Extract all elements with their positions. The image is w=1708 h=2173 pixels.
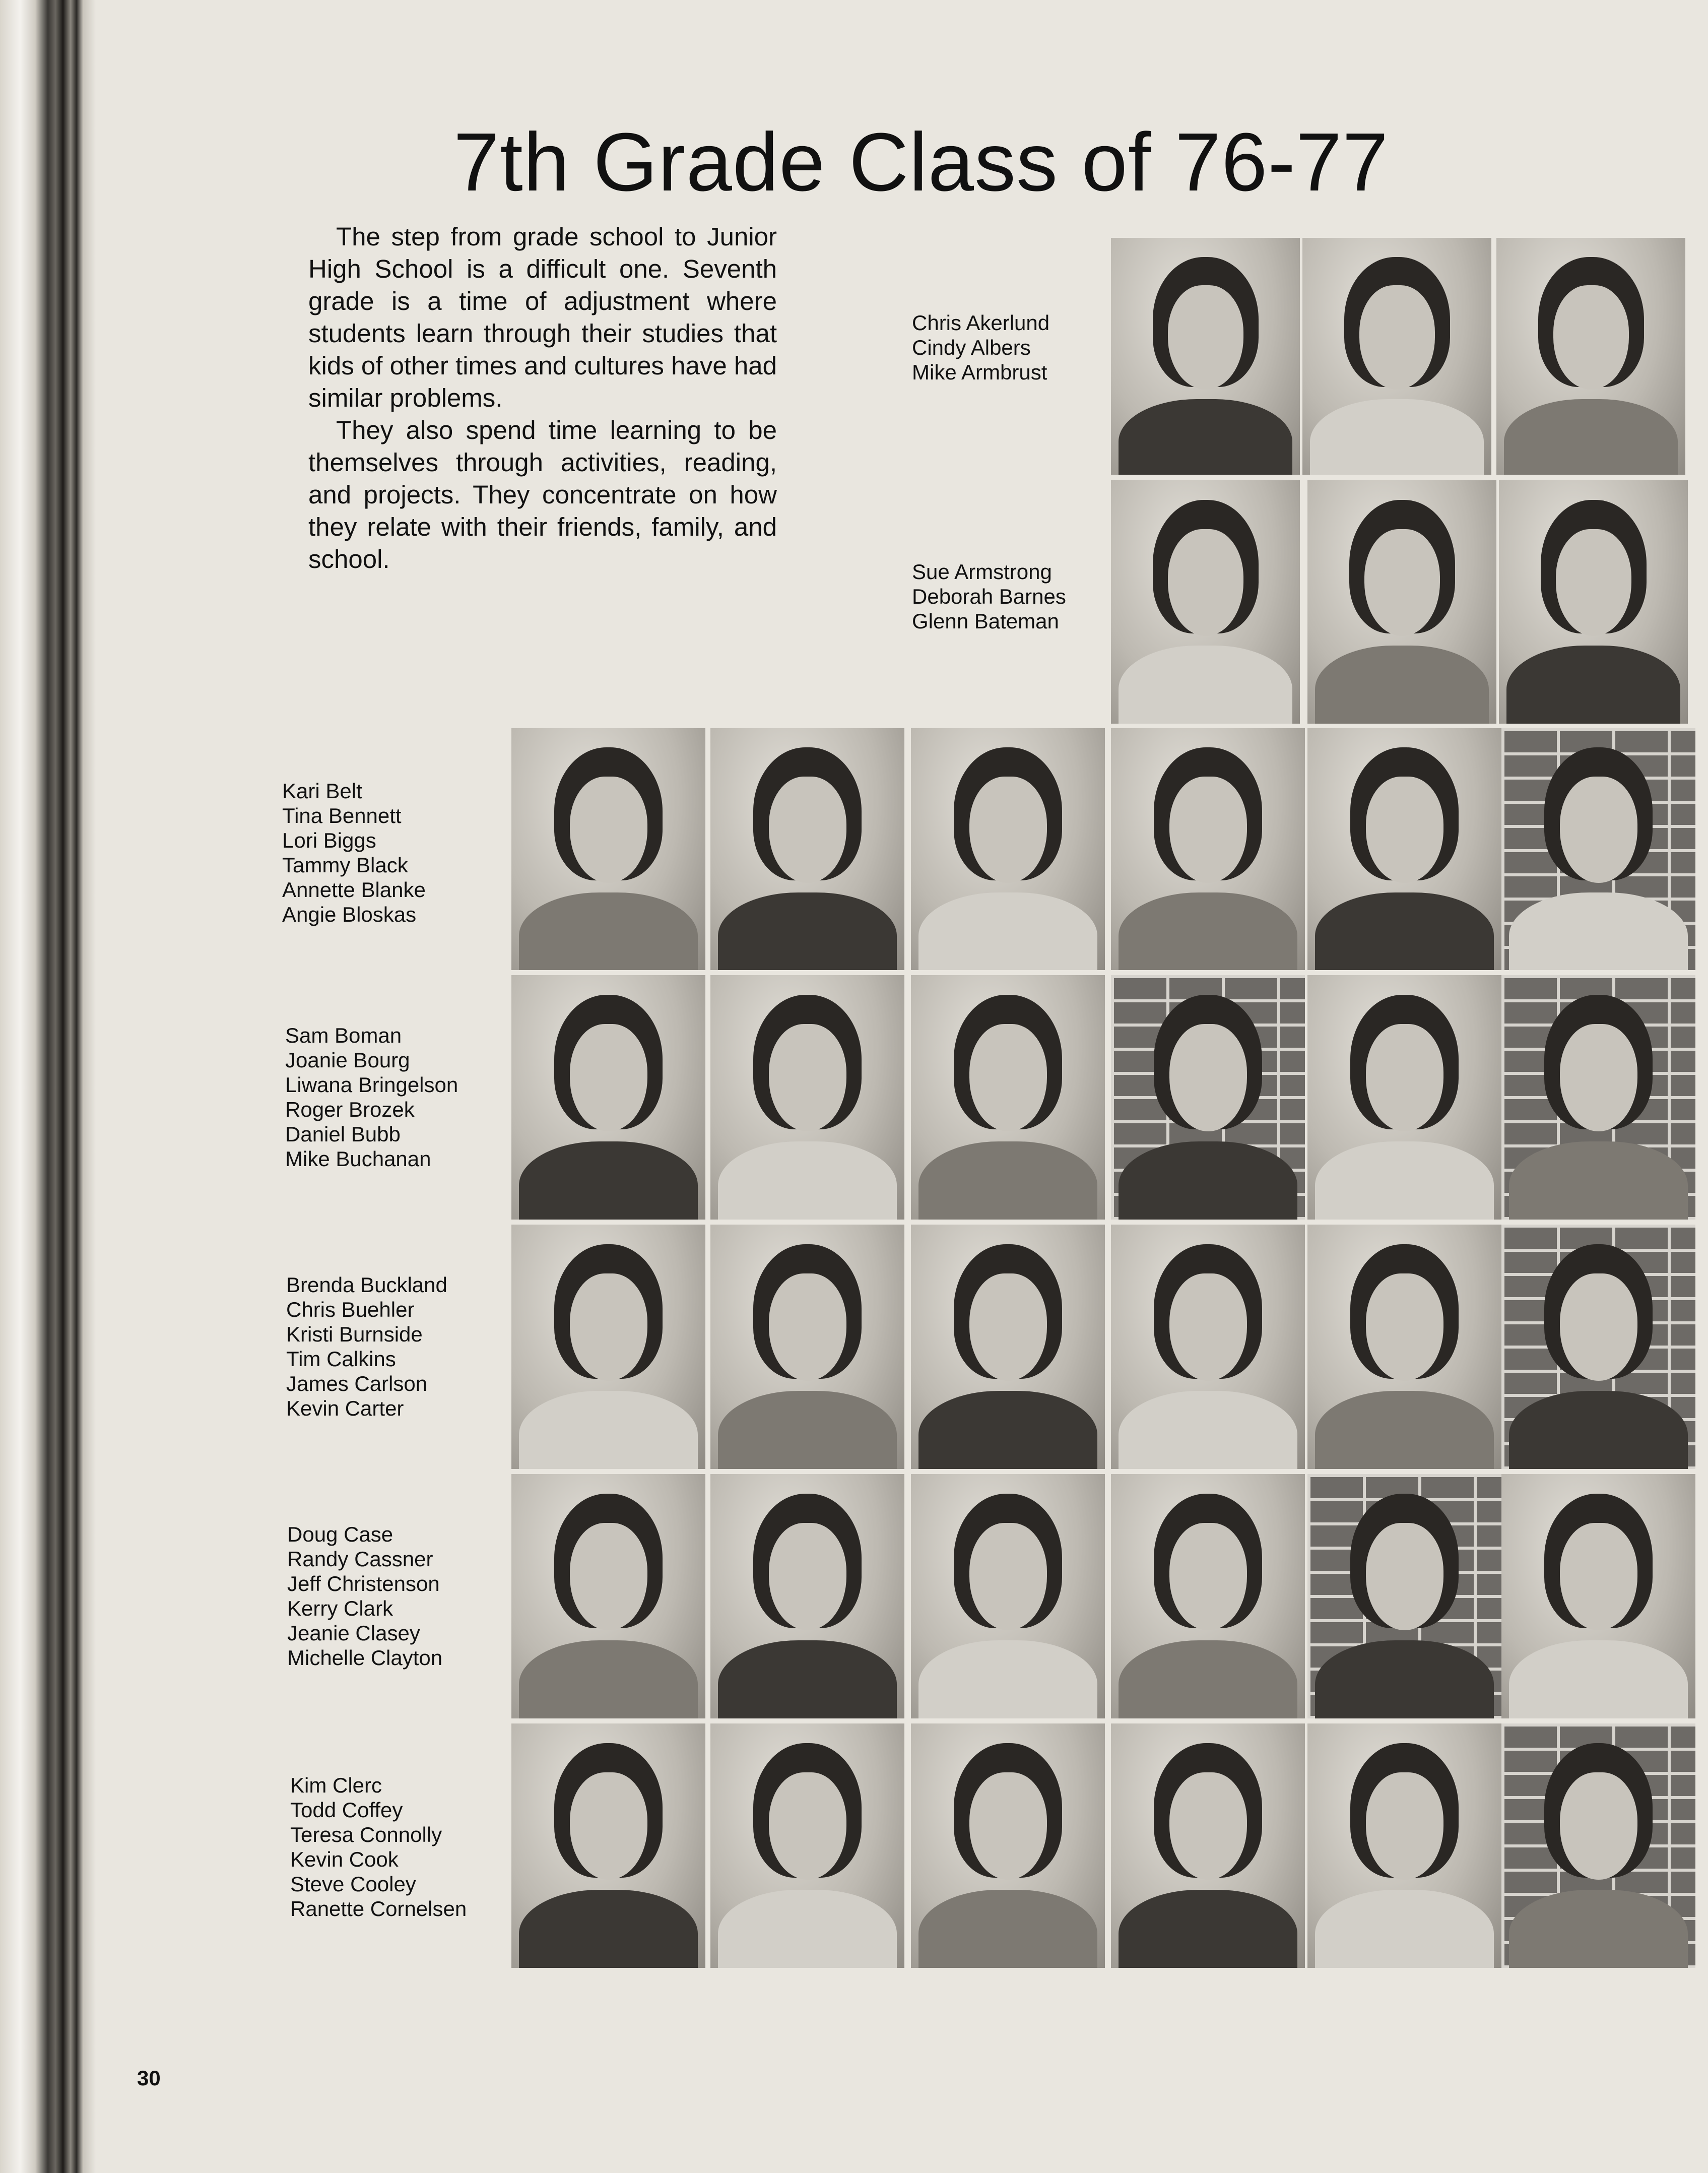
student-name: Kari Belt	[282, 779, 362, 803]
student-name: Randy Cassner	[287, 1547, 433, 1571]
student-name: Lori Biggs	[282, 828, 376, 852]
student-name: Kevin Cook	[290, 1847, 399, 1871]
student-portrait	[911, 728, 1105, 970]
student-portrait	[710, 1723, 904, 1968]
student-portrait	[1501, 728, 1695, 970]
student-name: Tim Calkins	[286, 1347, 396, 1371]
student-portrait	[1501, 1474, 1695, 1718]
student-name: Angie Bloskas	[282, 903, 417, 926]
student-portrait	[911, 1723, 1105, 1968]
student-portrait	[1307, 1474, 1501, 1718]
page-number: 30	[137, 2066, 161, 2090]
student-name: James Carlson	[286, 1372, 428, 1395]
student-portrait	[1111, 238, 1300, 475]
intro-paragraph-2: They also spend time learning to be themselves through activities, reading, and projects. They concentrate on how they relate with their friends, family, and school.	[308, 416, 777, 573]
student-name: Michelle Clayton	[287, 1646, 443, 1670]
student-portrait	[710, 1225, 904, 1469]
student-portrait	[1496, 238, 1685, 475]
student-portrait	[1111, 728, 1305, 970]
student-name: Liwana Bringelson	[285, 1073, 458, 1097]
name-list-row-7	[290, 1773, 467, 1921]
student-name: Tammy Black	[282, 853, 408, 877]
student-portrait	[1111, 975, 1305, 1220]
student-name: Mike Armbrust	[912, 360, 1047, 384]
student-portrait	[1307, 1225, 1501, 1469]
student-portrait	[1501, 975, 1695, 1220]
student-portrait	[1111, 1723, 1305, 1968]
student-name: Kevin Carter	[286, 1396, 404, 1420]
intro-paragraph-1: The step from grade school to Junior High School is a difficult one. Seventh grade is a time of adjustment where students learn through their studies that kids of other times and cultures have had similar problems.	[308, 222, 777, 412]
student-portrait	[1302, 238, 1491, 475]
student-name: Jeff Christenson	[287, 1572, 440, 1595]
student-name: Teresa Connolly	[290, 1823, 442, 1846]
student-name: Tina Bennett	[282, 804, 402, 827]
student-name: Deborah Barnes	[912, 585, 1066, 608]
student-portrait	[511, 1474, 705, 1718]
student-portrait	[1111, 480, 1300, 724]
name-list-row-3	[282, 779, 426, 927]
student-portrait	[911, 1474, 1105, 1718]
student-portrait	[1307, 480, 1496, 724]
student-portrait	[911, 975, 1105, 1220]
student-name: Steve Cooley	[290, 1872, 416, 1896]
student-portrait	[710, 728, 904, 970]
student-name: Brenda Buckland	[286, 1273, 447, 1297]
student-name: Cindy Albers	[912, 336, 1031, 359]
name-list-row-6	[287, 1522, 442, 1670]
student-name: Jeanie Clasey	[287, 1621, 420, 1645]
student-name: Mike Buchanan	[285, 1147, 431, 1171]
student-name: Chris Akerlund	[912, 311, 1050, 335]
page-title: 7th Grade Class of 76-77	[453, 116, 1389, 208]
student-name: Sam Boman	[285, 1024, 402, 1047]
intro-text	[308, 221, 777, 576]
book-binding	[0, 0, 96, 2173]
student-portrait	[710, 1474, 904, 1718]
student-name: Chris Buehler	[286, 1298, 415, 1321]
student-portrait	[1307, 728, 1501, 970]
student-portrait	[1307, 975, 1501, 1220]
name-list-row-1	[912, 310, 1049, 385]
student-name: Glenn Bateman	[912, 609, 1059, 633]
student-portrait	[1111, 1225, 1305, 1469]
student-name: Roger Brozek	[285, 1098, 415, 1121]
student-name: Ranette Cornelsen	[290, 1897, 467, 1921]
student-portrait	[511, 1723, 705, 1968]
student-name: Doug Case	[287, 1522, 393, 1546]
student-portrait	[1307, 1723, 1501, 1968]
student-portrait	[710, 975, 904, 1220]
student-portrait	[511, 1225, 705, 1469]
name-list-row-2	[912, 559, 1066, 633]
student-name: Joanie Bourg	[285, 1048, 410, 1072]
student-portrait	[1501, 1723, 1695, 1968]
student-name: Kerry Clark	[287, 1596, 393, 1620]
student-name: Kristi Burnside	[286, 1322, 423, 1346]
student-portrait	[511, 975, 705, 1220]
student-portrait	[511, 728, 705, 970]
student-name: Daniel Bubb	[285, 1122, 401, 1146]
student-portrait	[1499, 480, 1688, 724]
student-name: Sue Armstrong	[912, 560, 1052, 584]
student-portrait	[911, 1225, 1105, 1469]
name-list-row-5	[286, 1272, 447, 1421]
name-list-row-4	[285, 1023, 458, 1171]
student-name: Kim Clerc	[290, 1773, 382, 1797]
student-name: Todd Coffey	[290, 1798, 403, 1822]
student-portrait	[1111, 1474, 1305, 1718]
student-portrait	[1501, 1225, 1695, 1469]
student-name: Annette Blanke	[282, 878, 426, 902]
